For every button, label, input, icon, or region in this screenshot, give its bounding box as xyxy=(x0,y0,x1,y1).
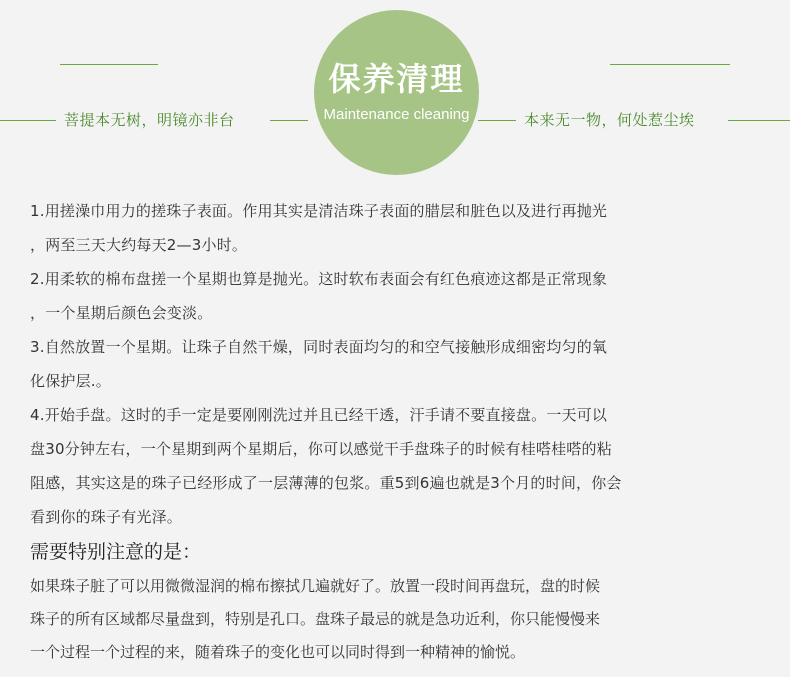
step-2 xyxy=(30,262,770,330)
step-line: 盘30分钟左右，一个星期到两个星期后，你可以感觉干手盘珠子的时候有桂嗒桂嗒的粘 xyxy=(30,440,612,458)
step-line: 阻感，其实这是的珠子已经形成了一层薄薄的包浆。重5到6遍也就是3个月的时间，你会 xyxy=(30,474,622,492)
title-badge xyxy=(314,10,479,175)
side-rule-right-outer xyxy=(728,120,790,121)
slogan-right: 本来无一物，何处惹尘埃 xyxy=(524,111,695,129)
step-line: 1.用搓澡巾用力的搓珠子表面。作用其实是清洁珠子表面的腊层和脏色以及进行再抛光 xyxy=(30,202,608,220)
step-1 xyxy=(30,194,770,262)
side-rule-right-inner xyxy=(478,120,516,121)
notice-line: 如果珠子脏了可以用微微湿润的棉布擦拭几遍就好了。放置一段时间再盘玩，盘的时候 xyxy=(30,577,601,595)
step-line: 3.自然放置一个星期。让珠子自然干燥，同时表面均匀的和空气接触形成细密均匀的氧 xyxy=(30,338,608,356)
step-line: ，两至三天大约每天2—3小时。 xyxy=(30,236,248,254)
notice-heading: 需要特别注意的是： xyxy=(30,541,202,563)
side-rule-left-inner xyxy=(270,120,308,121)
step-4 xyxy=(30,398,770,534)
step-line: 化保护层.。 xyxy=(30,372,111,390)
step-line: 看到你的珠子有光泽。 xyxy=(30,508,183,526)
notice-line: 珠子的所有区域都尽量盘到，特别是孔口。盘珠子最忌的就是急功近利，你只能慢慢来 xyxy=(30,610,601,628)
side-rule-left-outer xyxy=(0,120,56,121)
notice-body xyxy=(30,570,770,669)
content-body xyxy=(30,194,770,669)
top-rule-left xyxy=(60,64,158,65)
badge-title: 保养清理 xyxy=(328,60,465,98)
step-line: 4.开始手盘。这时的手一定是要刚刚洗过并且已经干透，汗手请不要直接盘。一天可以 xyxy=(30,406,608,424)
step-line: 2.用柔软的棉布盘搓一个星期也算是抛光。这时软布表面会有红色痕迹这都是正常现象 xyxy=(30,270,608,288)
badge-subtitle: Maintenance cleaning xyxy=(323,106,470,123)
top-rule-right xyxy=(610,64,730,65)
step-line: ，一个星期后颜色会变淡。 xyxy=(30,304,213,322)
step-3 xyxy=(30,330,770,398)
notice-line: 一个过程一个过程的来，随着珠子的变化也可以同时得到一种精神的愉悦。 xyxy=(30,643,526,661)
slogan-left: 菩提本无树，明镜亦非台 xyxy=(64,111,235,129)
